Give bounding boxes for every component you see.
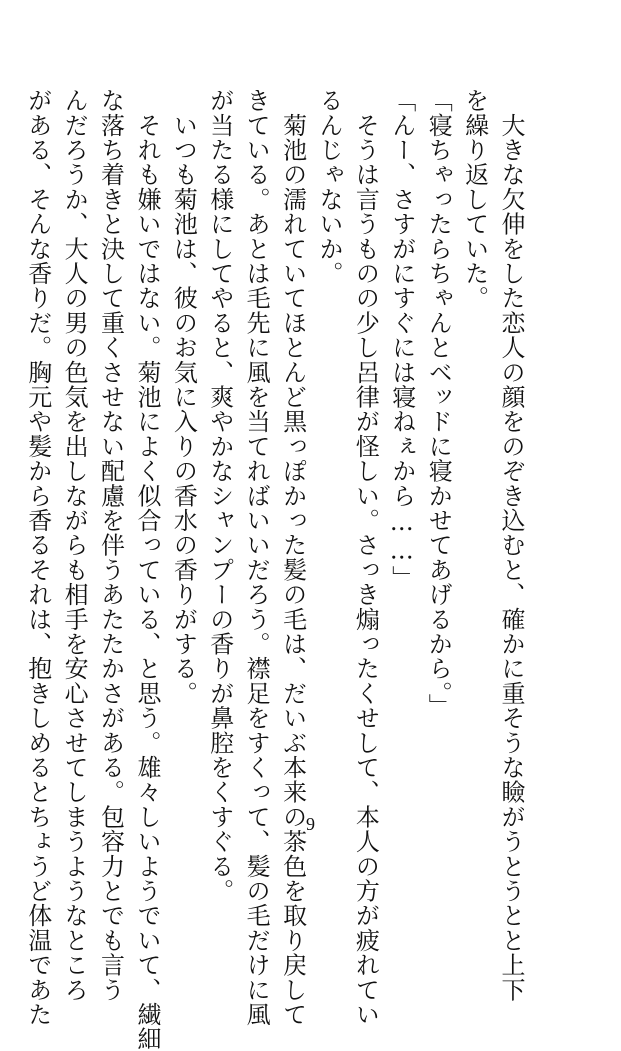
text-line: な落ち着きと決して重くさせない配慮を伴うあたたかさがある。包容力とでも言う: [96, 88, 125, 1002]
text-line: がある、そんな香りだ。胸元や髪から香るそれは、抱きしめるとちょうど体温であた: [23, 88, 52, 1027]
text-line: るんじゃないか。: [314, 88, 343, 286]
text-line: んだろうか、大人の男の色気を出しながらも相手を安心させてしまうようなところ: [60, 88, 89, 1002]
vertical-text-body: [19, 88, 529, 1051]
text-line: 大きな欠伸をした恋人の顔をのぞき込むと、確かに重そうな瞼がうとうとと上下: [497, 88, 525, 1002]
text-line: 「んー、さすがにすぐには寝ねぇから……」: [387, 88, 416, 590]
text-line: が当たる様にしてやると、爽やかなシャンプーの香りが鼻腔をくすぐる。: [205, 88, 234, 904]
text-line: を繰り返していた。: [460, 88, 489, 311]
text-line: いつも菊池は、彼のお気に入りの香水の香りがする。: [169, 88, 198, 706]
page-number: 9: [306, 814, 315, 834]
text-line: 菊池の濡れていてほとんど黒っぽかった髪の毛は、だいぶ本来の茶色を取り戻して: [278, 88, 307, 1027]
text-line: きている。あとは毛先に風を当てればいいだろう。襟足をすくって、髪の毛だけに風: [242, 88, 271, 1027]
text-line: それも嫌いではない。菊池によく似合っている、と思う。雄々しいようでいて、繊細: [132, 88, 161, 1051]
text-line: そうは言うものの少し呂律が怪しい。さっき煽ったくせして、本人の方が疲れてい: [351, 88, 380, 1027]
text-line: 「寝ちゃったらちゃんとベッドに寝かせてあげるから。」: [424, 88, 453, 719]
